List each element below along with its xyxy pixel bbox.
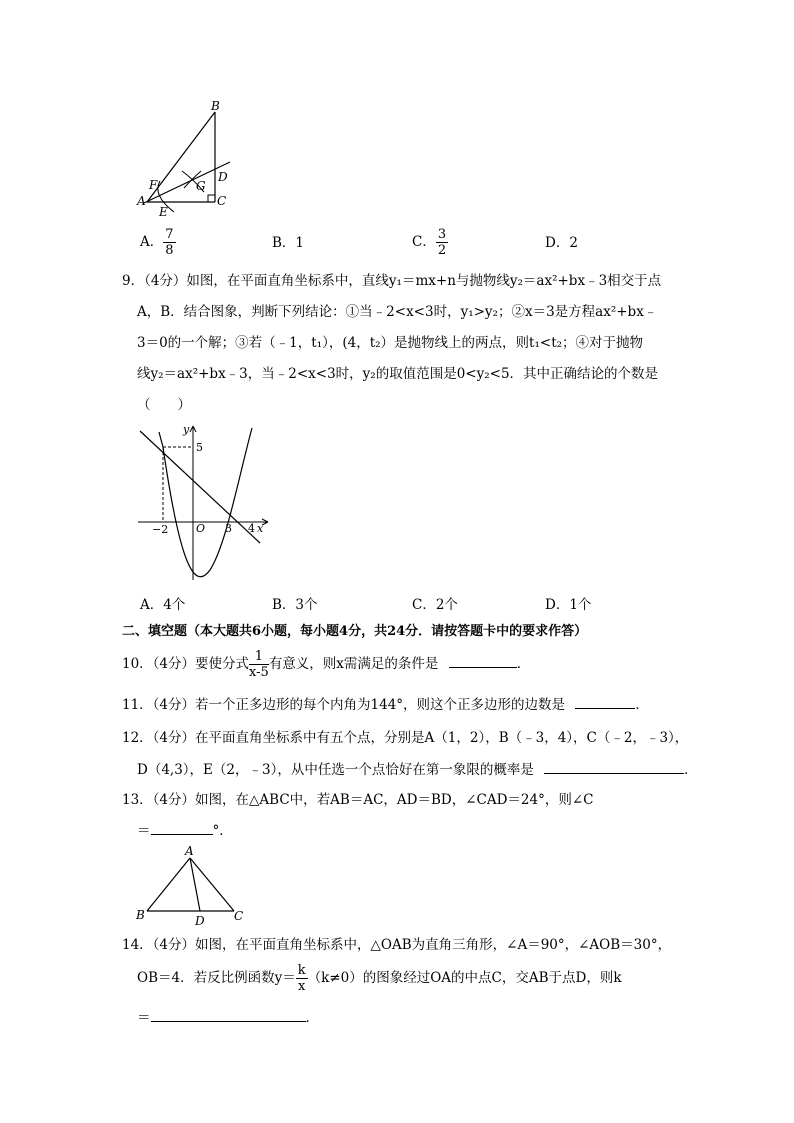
q13-line-2 [137,820,233,841]
q9-label-o: O [196,522,206,535]
q8-label-g: G [196,179,206,193]
q13-line-1: 13．（4分）如图，在△ABC中，若AB＝AC，AD＝BD，∠CAD＝24°，则∠C [122,792,594,808]
q14-line-2-after: （k≠0）的图象经过OA的中点C，交AB于点D，则k [307,970,622,986]
q8-label-e: E [159,205,168,219]
q9-option-d[interactable]: D．1个 [545,597,592,613]
q13-answer-blank[interactable] [151,820,213,835]
q14-den: x [297,979,306,994]
q11-answer-blank[interactable] [575,694,635,709]
q8-label-b: B [211,99,220,113]
q8-right-angle [208,195,215,202]
q9-label-minus-two: −2 [152,523,169,536]
q14-line-2-before: OB＝4．若反比例函数y＝ [137,970,296,986]
q8-label-d: D [218,170,228,184]
q8-option-a[interactable] [140,228,176,257]
q9-parabola-y2 [163,428,252,577]
q8-option-b[interactable]: B．1 [272,235,305,251]
q13-segment-ad [190,858,200,911]
q9-line-3: 3＝0的一个解；③若（﹣1，t₁），(4，t₂）是抛物线上的两点，则t₁<t₂；④对于抛物 [137,335,644,351]
q9-label-x: x [257,522,264,535]
q10-den: x-5 [249,665,269,680]
q10 [122,650,530,679]
q11-text: 11．（4分）若一个正多边形的每个内角为144°，则这个正多边形的边数是 [122,697,566,713]
q8-option-c[interactable] [412,228,448,257]
q14-line-3-prefix: ＝ [137,1010,151,1026]
q14-end: ． [305,1010,319,1026]
q12-answer-blank[interactable] [544,759,684,774]
q8-option-d[interactable]: D．2 [545,235,578,251]
q12-line-2-text: D（4,3），E（2，﹣3），从中任选一个点恰好在第一象限的概率是 [137,762,534,778]
section-heading-fill-in: 二、填空题（本大题共6小题，每小题4分，共24分．请按答题卡中的要求作答） [122,624,588,639]
q9-label-three: 3 [225,522,232,535]
q13-side-ac [190,858,234,911]
q9-option-b[interactable]: B．3个 [272,597,318,613]
q13-label-a: A [185,844,194,858]
q13-line-2-suffix: °． [212,823,233,839]
q13-label-d: D [195,914,205,927]
q8-label-f: F [149,178,158,192]
q9-option-c[interactable]: C．2个 [412,597,458,613]
q8-option-c-prefix: C． [412,234,436,250]
q13-figure [134,842,249,927]
q8-label-a: A [137,194,146,208]
q8-label-c: C [217,194,227,208]
q9-option-a[interactable]: A．4个 [140,597,186,613]
q10-num: 1 [249,650,269,665]
q8-option-c-fraction [436,228,448,257]
q9-label-y: y [183,423,190,436]
q14-answer-blank[interactable] [151,1007,306,1022]
q14-line-2 [137,964,622,993]
q14-line-3 [137,1007,319,1028]
q14-fraction [296,964,308,993]
q11-end: ． [635,697,649,713]
q8-figure [130,95,250,220]
q8-option-a-den: 8 [165,243,174,258]
q13-line-2-prefix: ＝ [137,823,151,839]
q14-num: k [297,963,306,978]
q8-option-a-fraction [163,228,175,257]
q14-line-1: 14．（4分）如图，在平面直角坐标系中，△OAB为直角三角形，∠A＝90°，∠AOB＝30°， [122,937,672,953]
q8-option-c-den: 2 [437,243,447,258]
q9-parabola-left-branch [159,432,163,447]
q8-option-c-num: 3 [437,227,447,242]
q10-answer-blank[interactable] [449,653,517,668]
q9-line-4: 线y₂＝ax²+bx﹣3，当﹣2<x<3时，y₂的取值范围是0<y₂<5．其中正确结论的个数是 [137,366,659,382]
q8-option-a-num: 7 [165,227,174,242]
q9-label-four: 4 [248,522,255,535]
q13-label-b: B [136,908,145,922]
q9-line-1: 9．（4分）如图，在平面直角坐标系中，直线y₁＝mx+n与抛物线y₂＝ax²+bx﹣3相交于点 [122,273,662,289]
q10-end: ． [516,656,531,672]
q11 [122,694,649,715]
q12-line-2 [137,759,698,780]
q9-line-2: A，B．结合图象，判断下列结论：①当﹣2<x<3时，y₁>y₂；②x＝3是方程ax²+bx﹣ [137,304,658,320]
q10-text-before: 10．（4分）要使分式 [122,656,250,672]
q9-label-five: 5 [196,441,203,454]
q12-line-1: 12．（4分）在平面直角坐标系中有五个点，分别是A（1，2），B（﹣3，4），C（﹣2，﹣3）， [122,730,689,746]
q10-fraction [249,650,269,679]
q13-side-ab [147,858,190,911]
q13-label-c: C [234,909,244,923]
q9-line-5: （ ） [137,397,191,413]
q9-graph [130,420,275,585]
q8-option-a-prefix: A． [140,234,164,250]
q10-text-after: 有意义，则x需满足的条件是 [268,656,439,672]
q12-end: ． [684,762,698,778]
